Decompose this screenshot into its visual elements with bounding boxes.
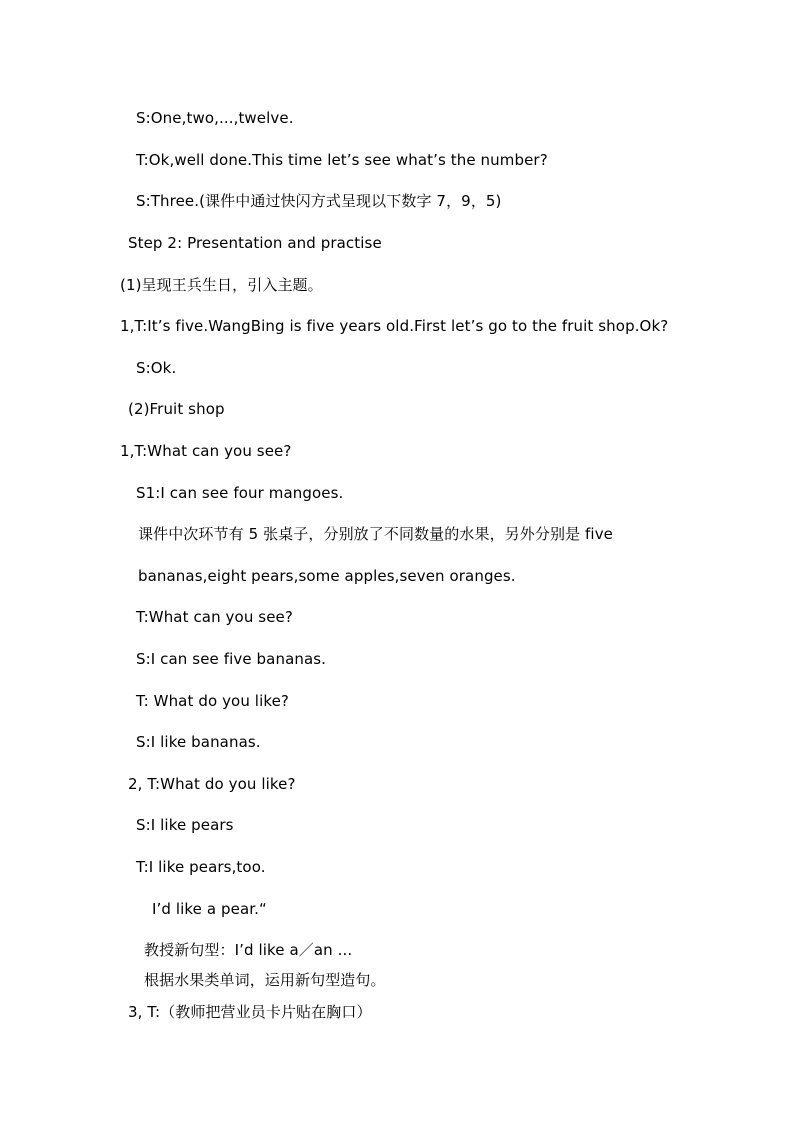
text-line-14: S:I can see five bananas. [136, 650, 327, 668]
text-line-20: I’d like a pear.“ [152, 900, 267, 918]
text-line-21: 教授新句型：I’d like a／an ... [144, 941, 353, 959]
section-heading-step-2: Step 2: Presentation and practise [128, 234, 382, 252]
text-line-7: S:Ok. [136, 359, 177, 377]
text-line-3: S:Three.(课件中通过快闪方式呈现以下数字 7，9，5) [136, 192, 502, 210]
text-line-18: S:I like pears [136, 816, 234, 834]
text-line-15: T: What do you like? [136, 692, 289, 710]
text-line-9: 1,T:What can you see? [120, 442, 292, 460]
text-line-22: 根据水果类单词，运用新句型造句。 [144, 971, 386, 989]
text-line-2: T:Ok,well done.This time let’s see what’s the number? [136, 151, 548, 169]
text-line-19: T:I like pears,too. [136, 858, 266, 876]
text-line-23: 3, T:（教师把营业员卡片贴在胸口） [128, 1003, 372, 1021]
subsection-heading-fruit-shop: (2)Fruit shop [128, 400, 225, 418]
text-line-6: 1,T:It’s five.WangBing is five years old.First let’s go to the fruit shop.Ok? [120, 317, 669, 335]
text-line-16: S:I like bananas. [136, 733, 261, 751]
text-line-12: bananas,eight pears,some apples,seven oranges. [138, 567, 516, 585]
text-line-17: 2, T:What do you like? [128, 775, 296, 793]
text-line-5: (1)呈现王兵生日，引入主题。 [120, 276, 323, 294]
text-line-10: S1:I can see four mangoes. [136, 484, 344, 502]
text-line-11: 课件中次环节有 5 张桌子，分别放了不同数量的水果，另外分别是 five [138, 525, 614, 543]
text-line-1: S:One,two,...,twelve. [136, 109, 294, 127]
text-line-13: T:What can you see? [136, 608, 293, 626]
